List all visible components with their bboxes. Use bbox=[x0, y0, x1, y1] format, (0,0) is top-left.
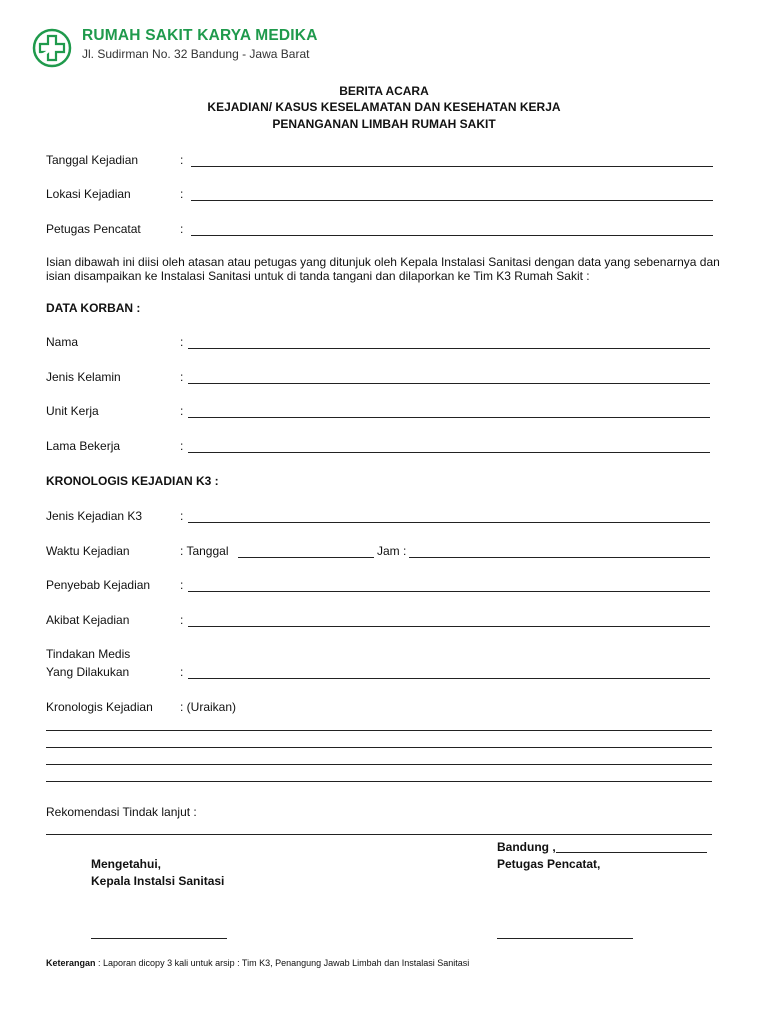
field-colon: : bbox=[180, 665, 184, 679]
tindakan-medis-input-line[interactable] bbox=[188, 678, 710, 679]
nama-label: Nama bbox=[46, 335, 79, 349]
footnote-label: Keterangan bbox=[46, 958, 96, 968]
penyebab-kejadian-label: Penyebab Kejadian bbox=[46, 578, 151, 592]
jenis-kelamin-input-line[interactable] bbox=[188, 383, 710, 384]
signature-place-label: Bandung , bbox=[497, 840, 556, 854]
field-colon: : bbox=[180, 335, 184, 349]
kronologis-heading: KRONOLOGIS KEJADIAN K3 : bbox=[46, 474, 219, 488]
mengetahui-label: Mengetahui, bbox=[91, 857, 162, 871]
akibat-kejadian-label: Akibat Kejadian bbox=[46, 613, 130, 627]
petugas-pencatat-label: Petugas Pencatat bbox=[46, 222, 141, 236]
nama-input-line[interactable] bbox=[188, 348, 710, 349]
field-colon: : bbox=[180, 153, 184, 167]
kepala-instalasi-title: Kepala Instalsi Sanitasi bbox=[91, 874, 225, 888]
lama-bekerja-input-line[interactable] bbox=[188, 452, 710, 453]
lokasi-kejadian-input-line[interactable] bbox=[191, 200, 713, 201]
jenis-kejadian-input-line[interactable] bbox=[188, 522, 710, 523]
kronologis-input-line-1[interactable] bbox=[46, 730, 712, 731]
kronologis-input-line-4[interactable] bbox=[46, 781, 712, 782]
waktu-tanggal-label: : Tanggal bbox=[180, 544, 229, 558]
doc-title-line-3: PENANGANAN LIMBAH RUMAH SAKIT bbox=[272, 117, 496, 131]
waktu-tanggal-input-line[interactable] bbox=[238, 557, 374, 558]
right-signature-line[interactable] bbox=[497, 938, 633, 939]
field-colon: : bbox=[180, 404, 184, 418]
footnote bbox=[46, 958, 469, 968]
left-signature-line[interactable] bbox=[91, 938, 227, 939]
doc-title-line-1: BERITA ACARA bbox=[339, 84, 429, 98]
kronologis-uraikan-hint: : (Uraikan) bbox=[180, 700, 237, 714]
jenis-kejadian-label: Jenis Kejadian K3 bbox=[46, 509, 143, 523]
field-colon: : bbox=[180, 222, 184, 236]
instruction-paragraph: Isian dibawah ini diisi oleh atasan atau petugas yang ditunjuk oleh Kepala Instalasi Sanitasi dengan data yang sebenarnya dan isian disampaikan ke Instalasi Sanitasi untuk di tanda tangani dan dilaporkan ke Tim K3 Rumah Sakit : bbox=[46, 255, 720, 283]
lokasi-kejadian-label: Lokasi Kejadian bbox=[46, 187, 131, 201]
data-korban-heading: DATA KORBAN : bbox=[46, 301, 141, 315]
field-colon: : bbox=[180, 439, 184, 453]
field-colon: : bbox=[180, 509, 184, 523]
tindakan-medis-label-line-1: Tindakan Medis bbox=[46, 647, 131, 661]
akibat-kejadian-input-line[interactable] bbox=[188, 626, 710, 627]
tanggal-kejadian-label: Tanggal Kejadian bbox=[46, 153, 139, 167]
petugas-pencatat-signature-title: Petugas Pencatat, bbox=[497, 857, 601, 871]
waktu-jam-label: Jam : bbox=[377, 544, 407, 558]
kronologis-input-line-2[interactable] bbox=[46, 747, 712, 748]
hospital-name: RUMAH SAKIT KARYA MEDIKA bbox=[82, 27, 318, 44]
waktu-kejadian-label: Waktu Kejadian bbox=[46, 544, 130, 558]
field-colon: : bbox=[180, 613, 184, 627]
kronologis-input-line-3[interactable] bbox=[46, 764, 712, 765]
unit-kerja-input-line[interactable] bbox=[188, 417, 710, 418]
kronologis-kejadian-label: Kronologis Kejadian bbox=[46, 700, 153, 714]
penyebab-kejadian-input-line[interactable] bbox=[188, 591, 710, 592]
jenis-kelamin-label: Jenis Kelamin bbox=[46, 370, 121, 384]
signature-date-input-line[interactable] bbox=[556, 852, 707, 853]
rekomendasi-label: Rekomendasi Tindak lanjut : bbox=[46, 805, 197, 819]
petugas-pencatat-input-line[interactable] bbox=[191, 235, 713, 236]
unit-kerja-label: Unit Kerja bbox=[46, 404, 99, 418]
tindakan-medis-label-line-2: Yang Dilakukan bbox=[46, 665, 130, 679]
rekomendasi-input-line[interactable] bbox=[46, 834, 712, 835]
lama-bekerja-label: Lama Bekerja bbox=[46, 439, 121, 453]
field-colon: : bbox=[180, 370, 184, 384]
waktu-jam-input-line[interactable] bbox=[409, 557, 710, 558]
doc-title-line-2: KEJADIAN/ KASUS KESELAMATAN DAN KESEHATAN KERJA bbox=[207, 100, 561, 114]
hospital-address: Jl. Sudirman No. 32 Bandung - Jawa Barat bbox=[82, 47, 310, 61]
field-colon: : bbox=[180, 578, 184, 592]
medical-cross-leaf-icon bbox=[32, 28, 72, 68]
tanggal-kejadian-input-line[interactable] bbox=[191, 166, 713, 167]
field-colon: : bbox=[180, 187, 184, 201]
footnote-text: : Laporan dicopy 3 kali untuk arsip : Tim K3, Penangung Jawab Limbah dan Instalasi Sanitasi bbox=[95, 958, 470, 968]
